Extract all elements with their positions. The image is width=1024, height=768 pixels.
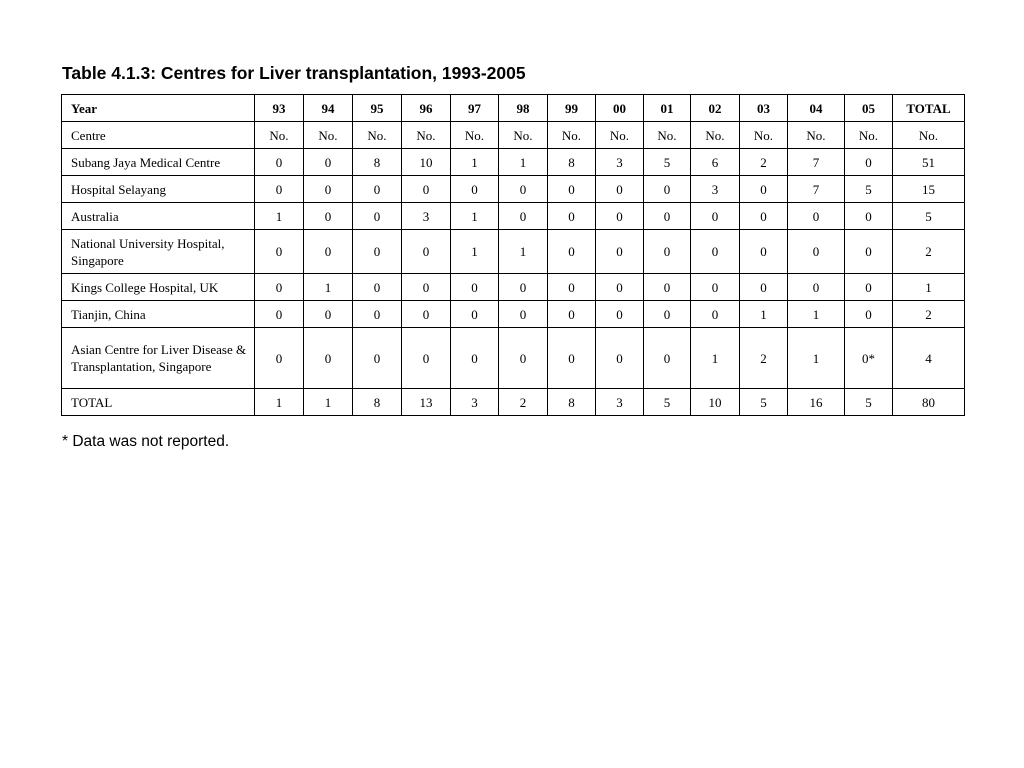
table-cell: 0 xyxy=(691,230,740,274)
table-cell: 1 xyxy=(499,149,548,176)
table-cell: 5 xyxy=(845,389,893,416)
table-cell: 0 xyxy=(499,274,548,301)
row-label: TOTAL xyxy=(62,389,255,416)
table-cell: 0 xyxy=(304,149,353,176)
table-cell: 0 xyxy=(596,328,644,389)
table-cell: 0 xyxy=(644,230,691,274)
table-cell: 1 xyxy=(499,230,548,274)
table-cell: 0 xyxy=(255,274,304,301)
column-header: 03 xyxy=(740,95,788,122)
table-cell: No. xyxy=(893,122,965,149)
table-cell: 0 xyxy=(548,230,596,274)
table-cell: 0 xyxy=(740,176,788,203)
total-row xyxy=(62,389,965,416)
column-header: 00 xyxy=(596,95,644,122)
column-header: 98 xyxy=(499,95,548,122)
table-cell: No. xyxy=(644,122,691,149)
table-cell: 0 xyxy=(255,149,304,176)
row-label: Subang Jaya Medical Centre xyxy=(62,149,255,176)
table-row xyxy=(62,230,965,274)
table-cell: 1 xyxy=(255,203,304,230)
table-cell: 0 xyxy=(499,203,548,230)
table-row xyxy=(62,274,965,301)
column-header: 95 xyxy=(353,95,402,122)
table-cell: 0 xyxy=(304,328,353,389)
table-cell: 13 xyxy=(402,389,451,416)
table-cell: 0 xyxy=(451,301,499,328)
table-header-row xyxy=(62,95,965,122)
table-cell: 0 xyxy=(596,230,644,274)
table-cell: No. xyxy=(596,122,644,149)
table-row xyxy=(62,176,965,203)
row-label: Kings College Hospital, UK xyxy=(62,274,255,301)
table-cell: 0 xyxy=(451,328,499,389)
table-cell: 1 xyxy=(304,274,353,301)
table-cell: 2 xyxy=(893,301,965,328)
table-cell: 0* xyxy=(845,328,893,389)
footnote: * Data was not reported. xyxy=(62,433,230,450)
table-cell: No. xyxy=(845,122,893,149)
table-cell: 0 xyxy=(691,301,740,328)
table-cell: 1 xyxy=(893,274,965,301)
table-cell: 4 xyxy=(893,328,965,389)
table-cell: 5 xyxy=(893,203,965,230)
table-cell: 0 xyxy=(596,274,644,301)
column-header: 05 xyxy=(845,95,893,122)
table-cell: 0 xyxy=(255,230,304,274)
table-cell: 0 xyxy=(740,274,788,301)
table-row xyxy=(62,328,965,389)
table-row xyxy=(62,149,965,176)
table-cell: 0 xyxy=(304,176,353,203)
table-cell: 7 xyxy=(788,149,845,176)
table-cell: 0 xyxy=(402,301,451,328)
table-cell: 0 xyxy=(255,328,304,389)
column-header: 96 xyxy=(402,95,451,122)
table-cell: 1 xyxy=(740,301,788,328)
column-header: Year xyxy=(62,95,255,122)
table-cell: 0 xyxy=(548,301,596,328)
table-cell: 1 xyxy=(691,328,740,389)
column-header: 04 xyxy=(788,95,845,122)
column-header: 94 xyxy=(304,95,353,122)
table-cell: 7 xyxy=(788,176,845,203)
table-cell: 0 xyxy=(788,230,845,274)
table-cell: No. xyxy=(740,122,788,149)
table-cell: 1 xyxy=(788,328,845,389)
table-cell: 0 xyxy=(353,230,402,274)
table-cell: 80 xyxy=(893,389,965,416)
table-cell: 1 xyxy=(451,203,499,230)
column-header: 01 xyxy=(644,95,691,122)
table-cell: 2 xyxy=(740,328,788,389)
table-cell: 0 xyxy=(644,301,691,328)
table-cell: 15 xyxy=(893,176,965,203)
table-cell: 51 xyxy=(893,149,965,176)
table-cell: 16 xyxy=(788,389,845,416)
table-cell: 10 xyxy=(402,149,451,176)
column-header: 99 xyxy=(548,95,596,122)
table-cell: 1 xyxy=(451,230,499,274)
table-cell: 0 xyxy=(740,230,788,274)
table-cell: 0 xyxy=(353,176,402,203)
table-cell: 0 xyxy=(788,203,845,230)
table-cell: 5 xyxy=(845,176,893,203)
table-cell: 0 xyxy=(845,301,893,328)
table-cell: 0 xyxy=(402,230,451,274)
table-cell: No. xyxy=(451,122,499,149)
table-cell: 3 xyxy=(402,203,451,230)
table-cell: No. xyxy=(353,122,402,149)
table-cell: 5 xyxy=(644,149,691,176)
table-cell: No. xyxy=(402,122,451,149)
page-title: Table 4.1.3: Centres for Liver transplantation, 1993-2005 xyxy=(62,63,526,83)
column-header: 97 xyxy=(451,95,499,122)
table-cell: 0 xyxy=(451,176,499,203)
table-cell: 0 xyxy=(353,203,402,230)
table-cell: 0 xyxy=(644,328,691,389)
table-cell: 1 xyxy=(255,389,304,416)
units-row xyxy=(62,122,965,149)
row-label: Hospital Selayang xyxy=(62,176,255,203)
table-cell: 0 xyxy=(596,301,644,328)
table-cell: 0 xyxy=(304,301,353,328)
table-cell: 8 xyxy=(548,389,596,416)
table-cell: 0 xyxy=(644,274,691,301)
table-cell: 0 xyxy=(548,203,596,230)
table-cell: 5 xyxy=(740,389,788,416)
table-cell: 0 xyxy=(255,301,304,328)
table-cell: 2 xyxy=(740,149,788,176)
data-table xyxy=(61,94,965,416)
table-cell: No. xyxy=(499,122,548,149)
table-cell: 0 xyxy=(691,203,740,230)
table-cell: 0 xyxy=(644,203,691,230)
table-cell: 0 xyxy=(304,230,353,274)
table-cell: No. xyxy=(548,122,596,149)
table-cell: 0 xyxy=(353,274,402,301)
table-cell: 0 xyxy=(304,203,353,230)
table-cell: 0 xyxy=(845,274,893,301)
table-cell: 0 xyxy=(499,176,548,203)
table-cell: 0 xyxy=(596,203,644,230)
row-label: National University Hospital, Singapore xyxy=(62,230,255,274)
table-cell: 0 xyxy=(255,176,304,203)
table-cell: 8 xyxy=(548,149,596,176)
table-cell: 0 xyxy=(845,230,893,274)
table-cell: 0 xyxy=(691,274,740,301)
table-cell: 0 xyxy=(740,203,788,230)
column-header: 93 xyxy=(255,95,304,122)
table-cell: 10 xyxy=(691,389,740,416)
table-cell: 0 xyxy=(548,176,596,203)
row-label: Australia xyxy=(62,203,255,230)
table-cell: 0 xyxy=(499,301,548,328)
table-cell: No. xyxy=(255,122,304,149)
table-cell: 0 xyxy=(402,274,451,301)
table-cell: 2 xyxy=(499,389,548,416)
row-label: Asian Centre for Liver Disease & Transplantation, Singapore xyxy=(62,328,255,389)
table-cell: 1 xyxy=(451,149,499,176)
table-cell: 0 xyxy=(402,328,451,389)
table-cell: 0 xyxy=(402,176,451,203)
table-cell: 0 xyxy=(845,149,893,176)
table-cell: 0 xyxy=(788,274,845,301)
table-cell: 0 xyxy=(548,274,596,301)
column-header: TOTAL xyxy=(893,95,965,122)
table-cell: 0 xyxy=(548,328,596,389)
table-row xyxy=(62,203,965,230)
table-row xyxy=(62,301,965,328)
table-cell: 0 xyxy=(644,176,691,203)
table-cell: 0 xyxy=(353,328,402,389)
table-cell: 3 xyxy=(691,176,740,203)
table-cell: 0 xyxy=(353,301,402,328)
table-cell: 0 xyxy=(845,203,893,230)
column-header: 02 xyxy=(691,95,740,122)
table-cell: 5 xyxy=(644,389,691,416)
table-cell: 8 xyxy=(353,389,402,416)
table-cell: 0 xyxy=(451,274,499,301)
table-cell: 1 xyxy=(788,301,845,328)
table-cell: 1 xyxy=(304,389,353,416)
table-cell: 6 xyxy=(691,149,740,176)
table-cell: No. xyxy=(691,122,740,149)
table-cell: No. xyxy=(304,122,353,149)
table-cell: 3 xyxy=(596,389,644,416)
table-cell: 0 xyxy=(499,328,548,389)
table-cell: 2 xyxy=(893,230,965,274)
table-cell: 3 xyxy=(596,149,644,176)
table-cell: No. xyxy=(788,122,845,149)
row-label: Tianjin, China xyxy=(62,301,255,328)
table-cell: Centre xyxy=(62,122,255,149)
table-cell: 0 xyxy=(596,176,644,203)
table-cell: 3 xyxy=(451,389,499,416)
table-cell: 8 xyxy=(353,149,402,176)
